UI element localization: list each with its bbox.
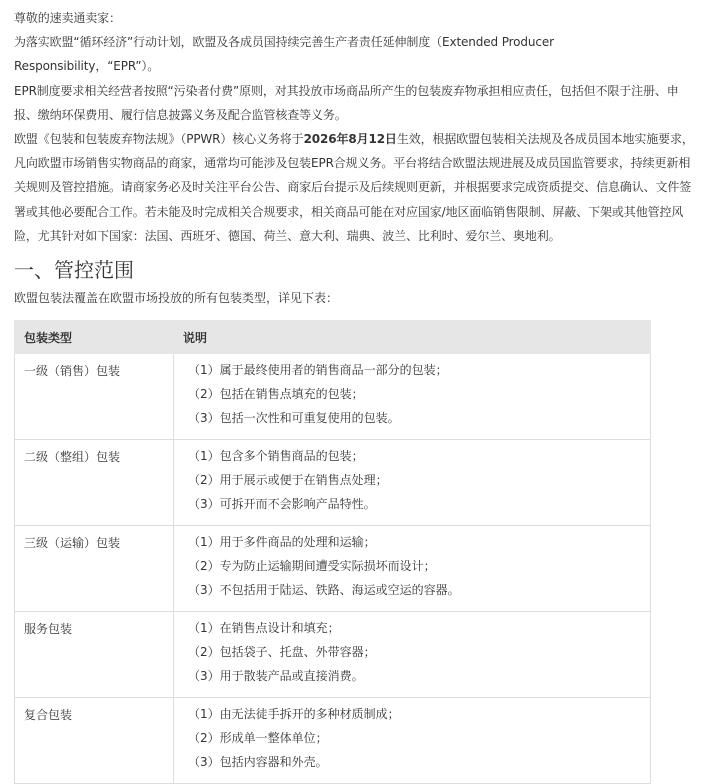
packaging-type-cell: 二级（整组）包装 [15,440,174,526]
description-cell [174,440,651,526]
description-cell [174,354,651,440]
table-header-row [15,321,651,354]
packaging-type-cell: 一级（销售）包装 [15,354,174,440]
ppwr-effective-date: 2026年8月12日 [303,132,397,147]
section-title: 一、管控范围 [14,258,134,283]
description-line: （1）在销售点设计和填充； [188,621,340,636]
description-line: （1）用于多件商品的处理和运输； [188,535,376,550]
packaging-type-cell: 三级（运输）包装 [15,526,174,612]
table-row [15,526,651,612]
ppwr-text-after: 生效，根据欧盟包装相关法规及各成员国本地实施要求，凡向欧盟市场销售实物商品的商家，通常均可能涉及包装EPR合规义务。平台将结合欧盟法规进展及成员国监管要求，持续更新相关规则及管控措施。请商家务必及时关注平台公告、商家后台提示及后续规则更新，并根据要求完成资质提交、信息确认、文件签署或其他必要配合工作。若未能及时完成相关合规要求，相关商品可能在对应国家/地区面临销售限制、屏蔽、下架或其他管控风险，尤其针对如下国家：法国、西班牙、德国、荷兰、意大利、瑞典、波兰、比利时、爱尔兰、奥地利。 [14,132,694,243]
description-line: （3）不包括用于陆运、铁路、海运或空运的容器。 [188,583,460,598]
description-line: （1）包含多个销售商品的包装； [188,449,364,464]
description-cell [174,612,651,698]
paragraph-epr-requirements: EPR制度要求相关经营者按照“污染者付费”原则，对其投放市场商品所产生的包装废弃物承担相应责任，包括但不限于注册、申报、缴纳环保费用、履行信息披露义务及配合监管核查等义务。 [14,83,679,122]
paragraph-ppwr [14,127,694,248]
description-line: （2）包括在销售点填充的包装； [188,387,364,402]
description-line: （1）属于最终使用者的销售商品一部分的包装； [188,363,448,378]
description-line: （3）可拆开而不会影响产品特性。 [188,497,376,512]
header-packaging-type: 包装类型 [15,321,174,354]
description-line: （2）包括袋子、托盘、外带容器； [188,645,376,660]
greeting: 尊敬的速卖通卖家： [14,11,121,25]
description-line: （1）由无法徒手拆开的多种材质制成； [188,707,400,722]
ppwr-text-before: 欧盟《包装和包装废弃物法规》（PPWR）核心义务将于 [14,132,304,147]
description-line: （3）包括内容器和外壳。 [188,755,328,770]
announcement-document [14,6,694,784]
table-row [15,698,651,784]
packaging-type-cell: 复合包装 [15,698,174,784]
packaging-type-cell: 服务包装 [15,612,174,698]
table-row [15,440,651,526]
description-line: （3）用于散装产品或直接消费。 [188,669,364,684]
description-line: （3）包括一次性和可重复使用的包装。 [188,411,400,426]
header-description: 说明 [174,321,651,354]
paragraph-circular-economy: 为落实欧盟“循环经济”行动计划，欧盟及各成员国持续完善生产者责任延伸制度（Extended Producer Responsibility，“EPR”）。 [14,35,554,74]
description-line: （2）用于展示或便于在销售点处理； [188,473,388,488]
table-row [15,354,651,440]
section-intro: 欧盟包装法覆盖在欧盟市场投放的所有包装类型，详见下表： [14,291,339,306]
packaging-scope-table [14,320,651,784]
description-cell [174,698,651,784]
description-cell [174,526,651,612]
description-line: （2）形成单一整体单位； [188,731,328,746]
description-line: （2）专为防止运输期间遭受实际损坏而设计； [188,559,436,574]
table-row [15,612,651,698]
